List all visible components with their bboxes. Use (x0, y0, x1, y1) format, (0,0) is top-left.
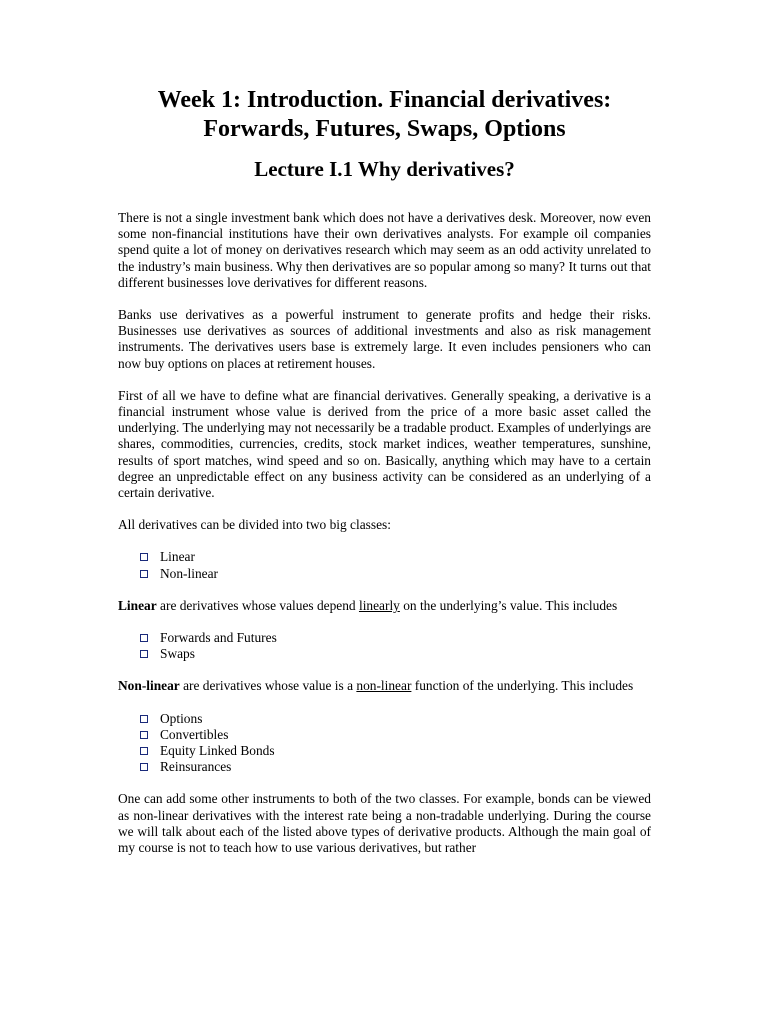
checkbox-bullet-icon (140, 634, 148, 642)
list-item: Equity Linked Bonds (140, 743, 651, 759)
nonlinear-term: Non-linear (118, 678, 180, 694)
linear-list (118, 630, 651, 662)
title-line-1: Week 1: Introduction. Financial derivatives: (157, 87, 612, 113)
paragraph-intro: There is not a single investment bank which does not have a derivatives desk. Moreover, now even some non-financial institutions have their own derivatives analysts. For example oil companies spend quite a lot of money on derivatives research which may seem as an odd activity unrelated to the industry’s main business. Why then derivatives are so popular among so many? It turns out that different businesses love derivatives for different reasons. (118, 210, 651, 290)
underlined-term: linearly (358, 597, 400, 613)
paragraph-definition: First of all we have to define what are financial derivatives. Generally speaking, a derivative is a financial instrument whose value is derived from the price of a more basic asset called the underlying. The underlying may not necessarily be a tradable product. Examples of underlyings are shares, commodities, currencies, credits, stock market indices, weather temperatures, sunshine, results of sport matches, wind speed and so on. Basically, anything which may have to a certain degree an unpredictable effect on any business activity can be considered as an underlying of a certain derivative. (118, 387, 651, 501)
paragraph-classes-intro: All derivatives can be divided into two big classes: (118, 517, 391, 533)
lecture-title: Lecture I.1 Why derivatives? (254, 157, 515, 181)
checkbox-bullet-icon (140, 763, 148, 771)
checkbox-bullet-icon (140, 731, 148, 739)
title-line-2: Forwards, Futures, Swaps, Options (203, 116, 566, 142)
checkbox-bullet-icon (140, 650, 148, 658)
paragraph-linear: Linear are derivatives whose values depend linearly on the underlying’s value. This includes (118, 597, 618, 613)
list-item: Swaps (140, 646, 651, 662)
paragraph-banks: Banks use derivatives as a powerful instrument to generate profits and hedge their risks. Businesses use derivatives as sources of additional investments and also as risk management instruments. The derivatives users base is extremely large. It even includes pensioners who can now buy options on places at retirement houses. (118, 307, 651, 371)
underlined-term: non-linear (356, 678, 412, 694)
checkbox-bullet-icon (140, 553, 148, 561)
list-item: Non-linear (140, 566, 651, 582)
list-item: Convertibles (140, 727, 651, 743)
checkbox-bullet-icon (140, 715, 148, 723)
list-item: Options (140, 711, 651, 727)
classes-list (118, 549, 651, 581)
document-title (118, 86, 651, 144)
paragraph-nonlinear: Non-linear are derivatives whose value is a non-linear function of the underlying. This includes (118, 678, 634, 694)
checkbox-bullet-icon (140, 570, 148, 578)
linear-term: Linear (118, 597, 157, 613)
document-page (118, 86, 651, 856)
checkbox-bullet-icon (140, 747, 148, 755)
paragraph-closing: One can add some other instruments to both of the two classes. For example, bonds can be viewed as non-linear derivatives with the interest rate being a non-tradable underlying. During the course we will talk about each of the listed above types of derivative products. Although the main goal of my course is not to teach how to use various derivatives, but rather (118, 791, 651, 856)
nonlinear-list (118, 711, 651, 776)
list-item: Forwards and Futures (140, 630, 651, 646)
list-item: Linear (140, 549, 651, 565)
list-item: Reinsurances (140, 759, 651, 775)
